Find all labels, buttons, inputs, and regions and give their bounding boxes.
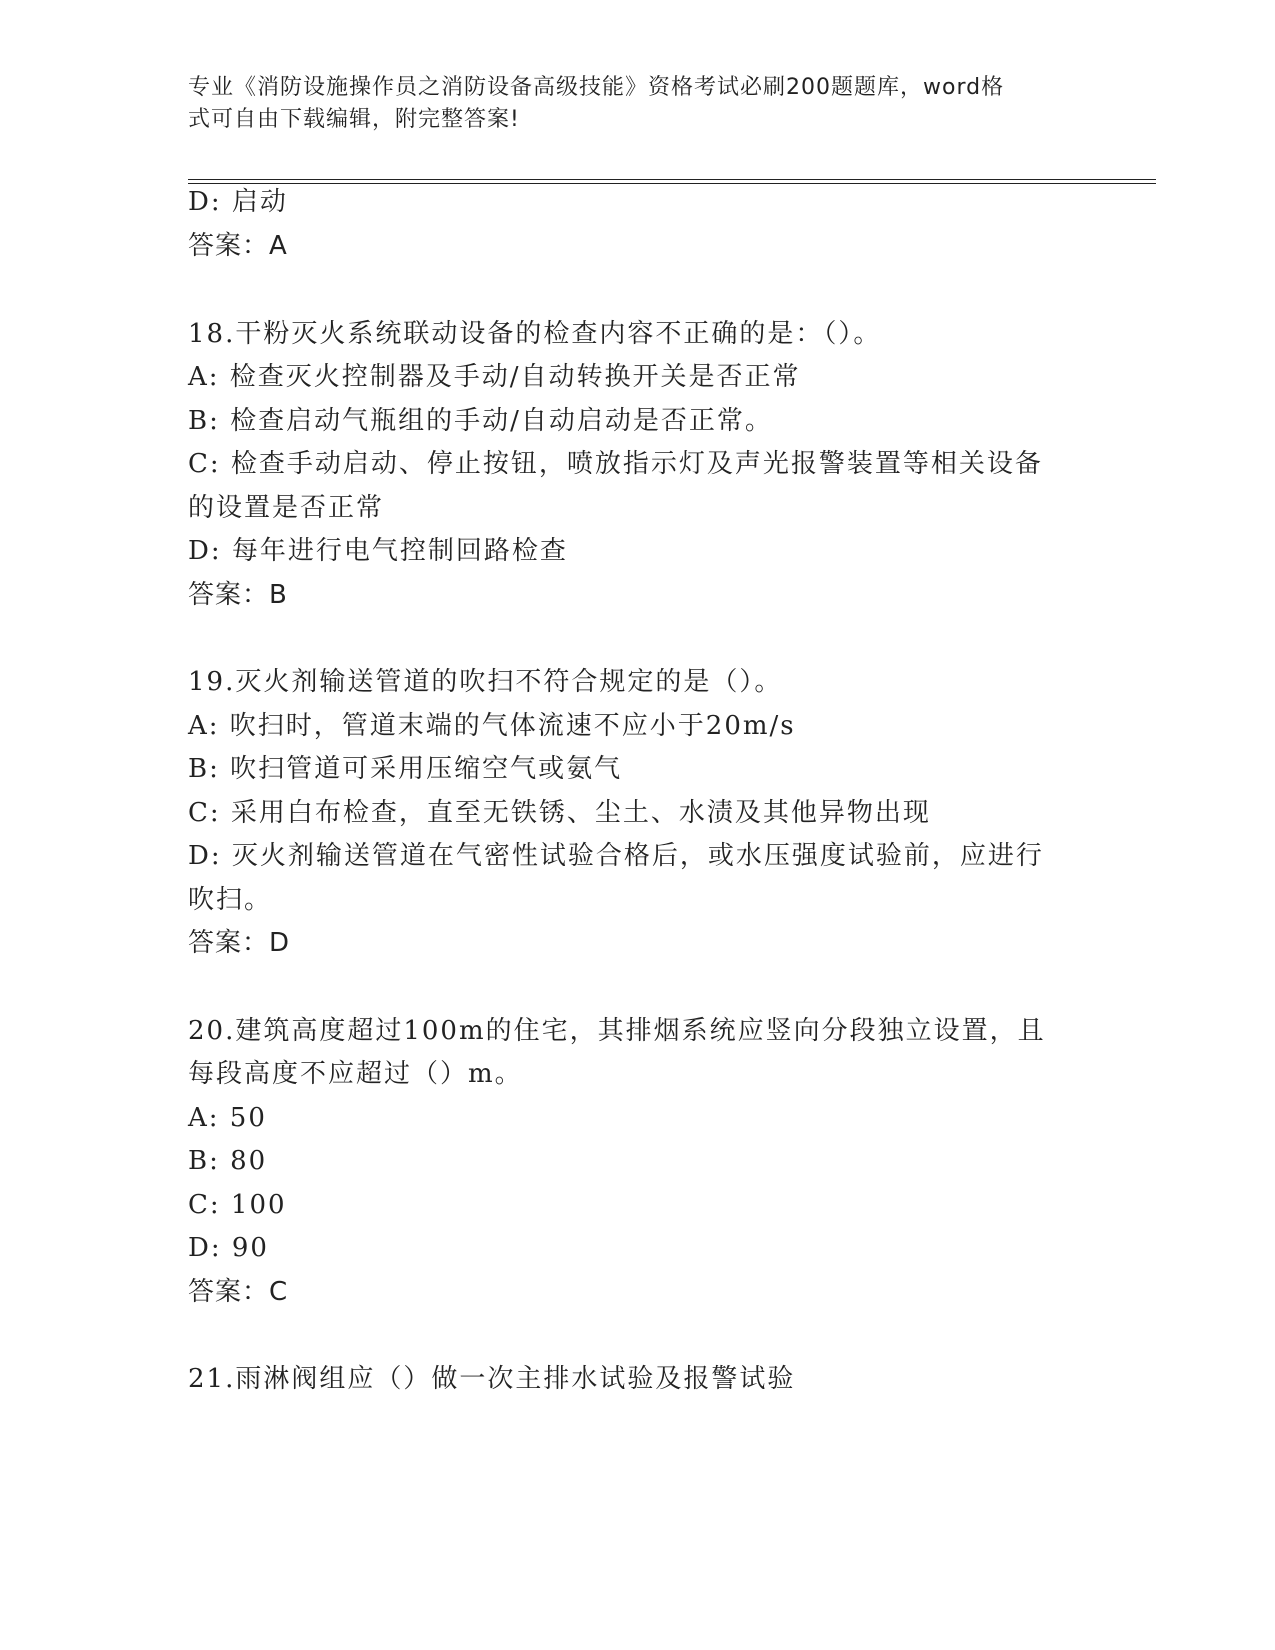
q18-option-a: A: 检查灭火控制器及手动/自动转换开关是否正常	[188, 362, 801, 392]
q18-option-c-line-1: C: 检查手动启动、停止按钮，喷放指示灯及声光报警装置等相关设备	[188, 449, 1043, 479]
prev-option-d: D: 启动	[188, 187, 288, 217]
q19-option-b: B: 吹扫管道可采用压缩空气或氨气	[188, 754, 623, 784]
q18-question: 18.干粉灭火系统联动设备的检查内容不正确的是：（）。	[188, 319, 882, 349]
q19-option-d-line-1: D: 灭火剂输送管道在气密性试验合格后，或水压强度试验前，应进行	[188, 841, 1044, 871]
header-line-2: 式可自由下载编辑，附完整答案!	[188, 107, 520, 132]
q21-question: 21.雨淋阀组应（）做一次主排水试验及报警试验	[188, 1364, 796, 1394]
q20-answer: 答案：C	[188, 1277, 289, 1307]
q20-question-line-2: 每段高度不应超过（）m。	[188, 1059, 523, 1089]
q18-option-c-line-2: 的设置是否正常	[188, 493, 385, 523]
q19-question: 19.灭火剂输送管道的吹扫不符合规定的是（）。	[188, 667, 783, 697]
header-divider-top	[188, 179, 1156, 180]
document-header	[188, 72, 1068, 136]
q19-option-a: A: 吹扫时，管道末端的气体流速不应小于20m/s	[188, 711, 796, 741]
prev-answer: 答案：A	[188, 231, 288, 261]
q18-option-b: B: 检查启动气瓶组的手动/自动启动是否正常。	[188, 406, 773, 436]
q20-option-c: C: 100	[188, 1190, 287, 1220]
q20-question-line-1: 20.建筑高度超过100m的住宅，其排烟系统应竖向分段独立设置，且	[188, 1016, 1046, 1046]
q19-option-c: C: 采用白布检查，直至无铁锈、尘土、水渍及其他异物出现	[188, 798, 931, 828]
q20-option-d: D: 90	[188, 1233, 269, 1263]
q18-option-d: D: 每年进行电气控制回路检查	[188, 536, 568, 566]
q20-option-a: A: 50	[188, 1103, 267, 1133]
q19-answer: 答案：D	[188, 928, 291, 958]
q18-answer: 答案：B	[188, 580, 288, 610]
q20-option-b: B: 80	[188, 1146, 268, 1176]
q19-option-d-line-2: 吹扫。	[188, 885, 273, 915]
header-line-1: 专业《消防设施操作员之消防设备高级技能》资格考试必刷200题题库，word格	[188, 75, 1005, 100]
